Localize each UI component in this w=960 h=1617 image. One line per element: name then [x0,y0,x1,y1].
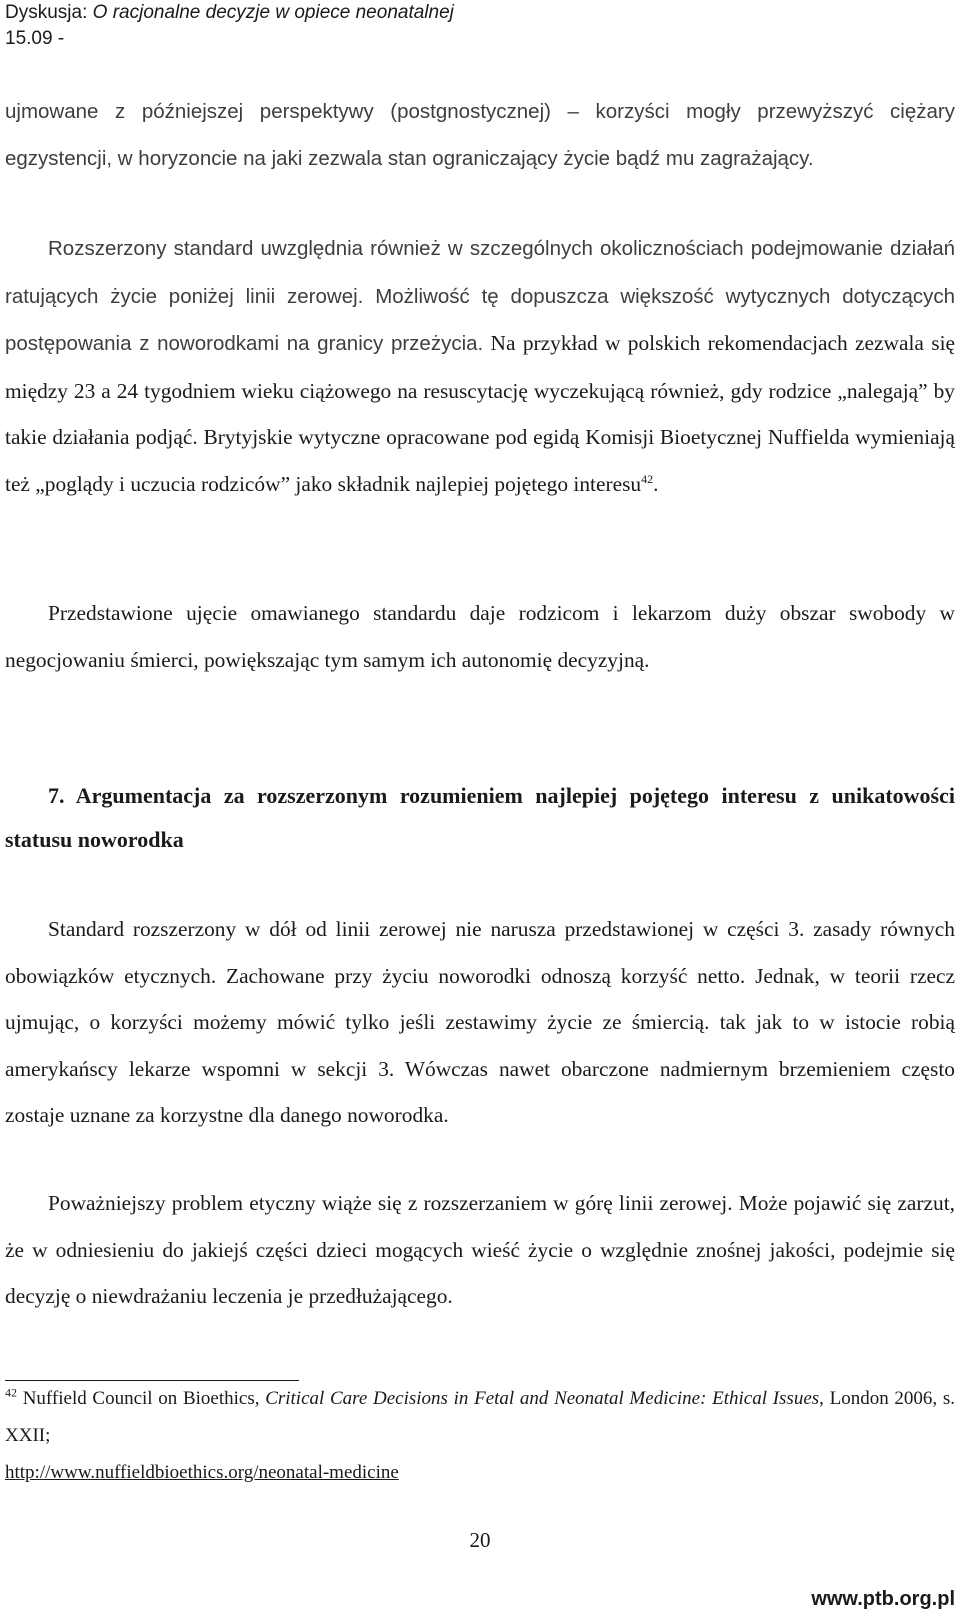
paragraph-1: ujmowane z późniejszej perspektywy (postgnostycznej) – korzyści mogły przewyższyć ciężary egzystencji, w horyzoncie na jaki zezwala stan ograniczający życie bądź mu zagrażający. [5,100,955,170]
header-title-line [5,0,454,26]
section-title: Argumentacja za rozszerzonym rozumieniem najlepiej pojętego interesu z unikatowości statusu noworodka [5,783,955,852]
footnote-book-title: Critical Care Decisions in Fetal and Neonatal Medicine: Ethical Issues [265,1388,820,1409]
paragraph-4: Standard rozszerzony w dół od linii zerowej nie narusza przedstawionej w części 3. zasady równych obowiązków etycznych. Zachowane przy życiu noworodki odnoszą korzyść netto. Jednak, w teorii rzecz ujmując, o korzyści możemy mówić tylko jeśli zestawimy życie ze śmiercią. tak jak to w istocie robią amerykańscy lekarze wspomni w sekcji 3. Wówczas nawet obarczone nadmiernym brzemieniem często zostaje uznane za korzystne dla danego noworodka. [5,917,955,1128]
paragraph-2-gray-part: Rozszerzony standard uwzględnia również w szczególnych okolicznościach podejmowanie działań ratujących życie poniżej linii zerowej. Możliwość tę dopuszcza większość wytycznych dotyczących postępowania z noworodkami na granicy przeżycia. [5,237,955,356]
header-title: O racjonalne decyzje w opiece neonatalnej [92,2,454,23]
footnote-number: 42 [5,1385,17,1400]
paragraph-2 [5,225,955,508]
header-prefix: Dyskusja: [5,2,93,23]
footnote-text [5,1380,955,1454]
footnote-text-before: Nuffield Council on Bioethics, [17,1388,266,1409]
section-number: 7. [48,783,65,808]
site-watermark: www.ptb.org.pl [811,1588,955,1610]
running-header [5,0,454,52]
paragraph-2-rest: Na przykład w polskich rekomendacjach zezwala się między 23 a 24 tygodniem wieku ciążowego na resuscytację wyczekującą również, gdy rodzice „nalegają” by takie działania podjąć. Brytyjskie wytyczne opracowane pod egidą Komisji Bioetycznej Nuffielda wymieniają też „poglądy i uczucia rodziców” jako składnik najlepiej pojętego interesu [5,331,956,496]
footnote-text-after: , London 2006, s. XXII; [5,1388,955,1446]
footnote-link[interactable]: http://www.nuffieldbioethics.org/neonatal-medicine [5,1462,399,1483]
paragraph-3: Przedstawione ujęcie omawianego standardu daje rodzicom i lekarzom duży obszar swobody w negocjowaniu śmierci, powiększając tym samym ich autonomię decyzyjną. [5,601,955,672]
section-heading [5,774,955,862]
paragraph-5: Poważniejszy problem etyczny wiąże się z rozszerzaniem w górę linii zerowej. Może pojawić się zarzut, że w odniesieniu do jakiejś części dzieci mogących wieść życie o względnie znośnej jakości, podejmie się decyzję o niewdrażaniu leczenia je przedłużającego. [5,1191,955,1309]
paragraph-2-end: . [653,471,659,496]
page-number: 20 [469,1528,491,1552]
header-date: 15.09 - [5,28,65,49]
footnote-ref-42[interactable]: 42 [641,471,654,486]
footnote [5,1380,955,1491]
